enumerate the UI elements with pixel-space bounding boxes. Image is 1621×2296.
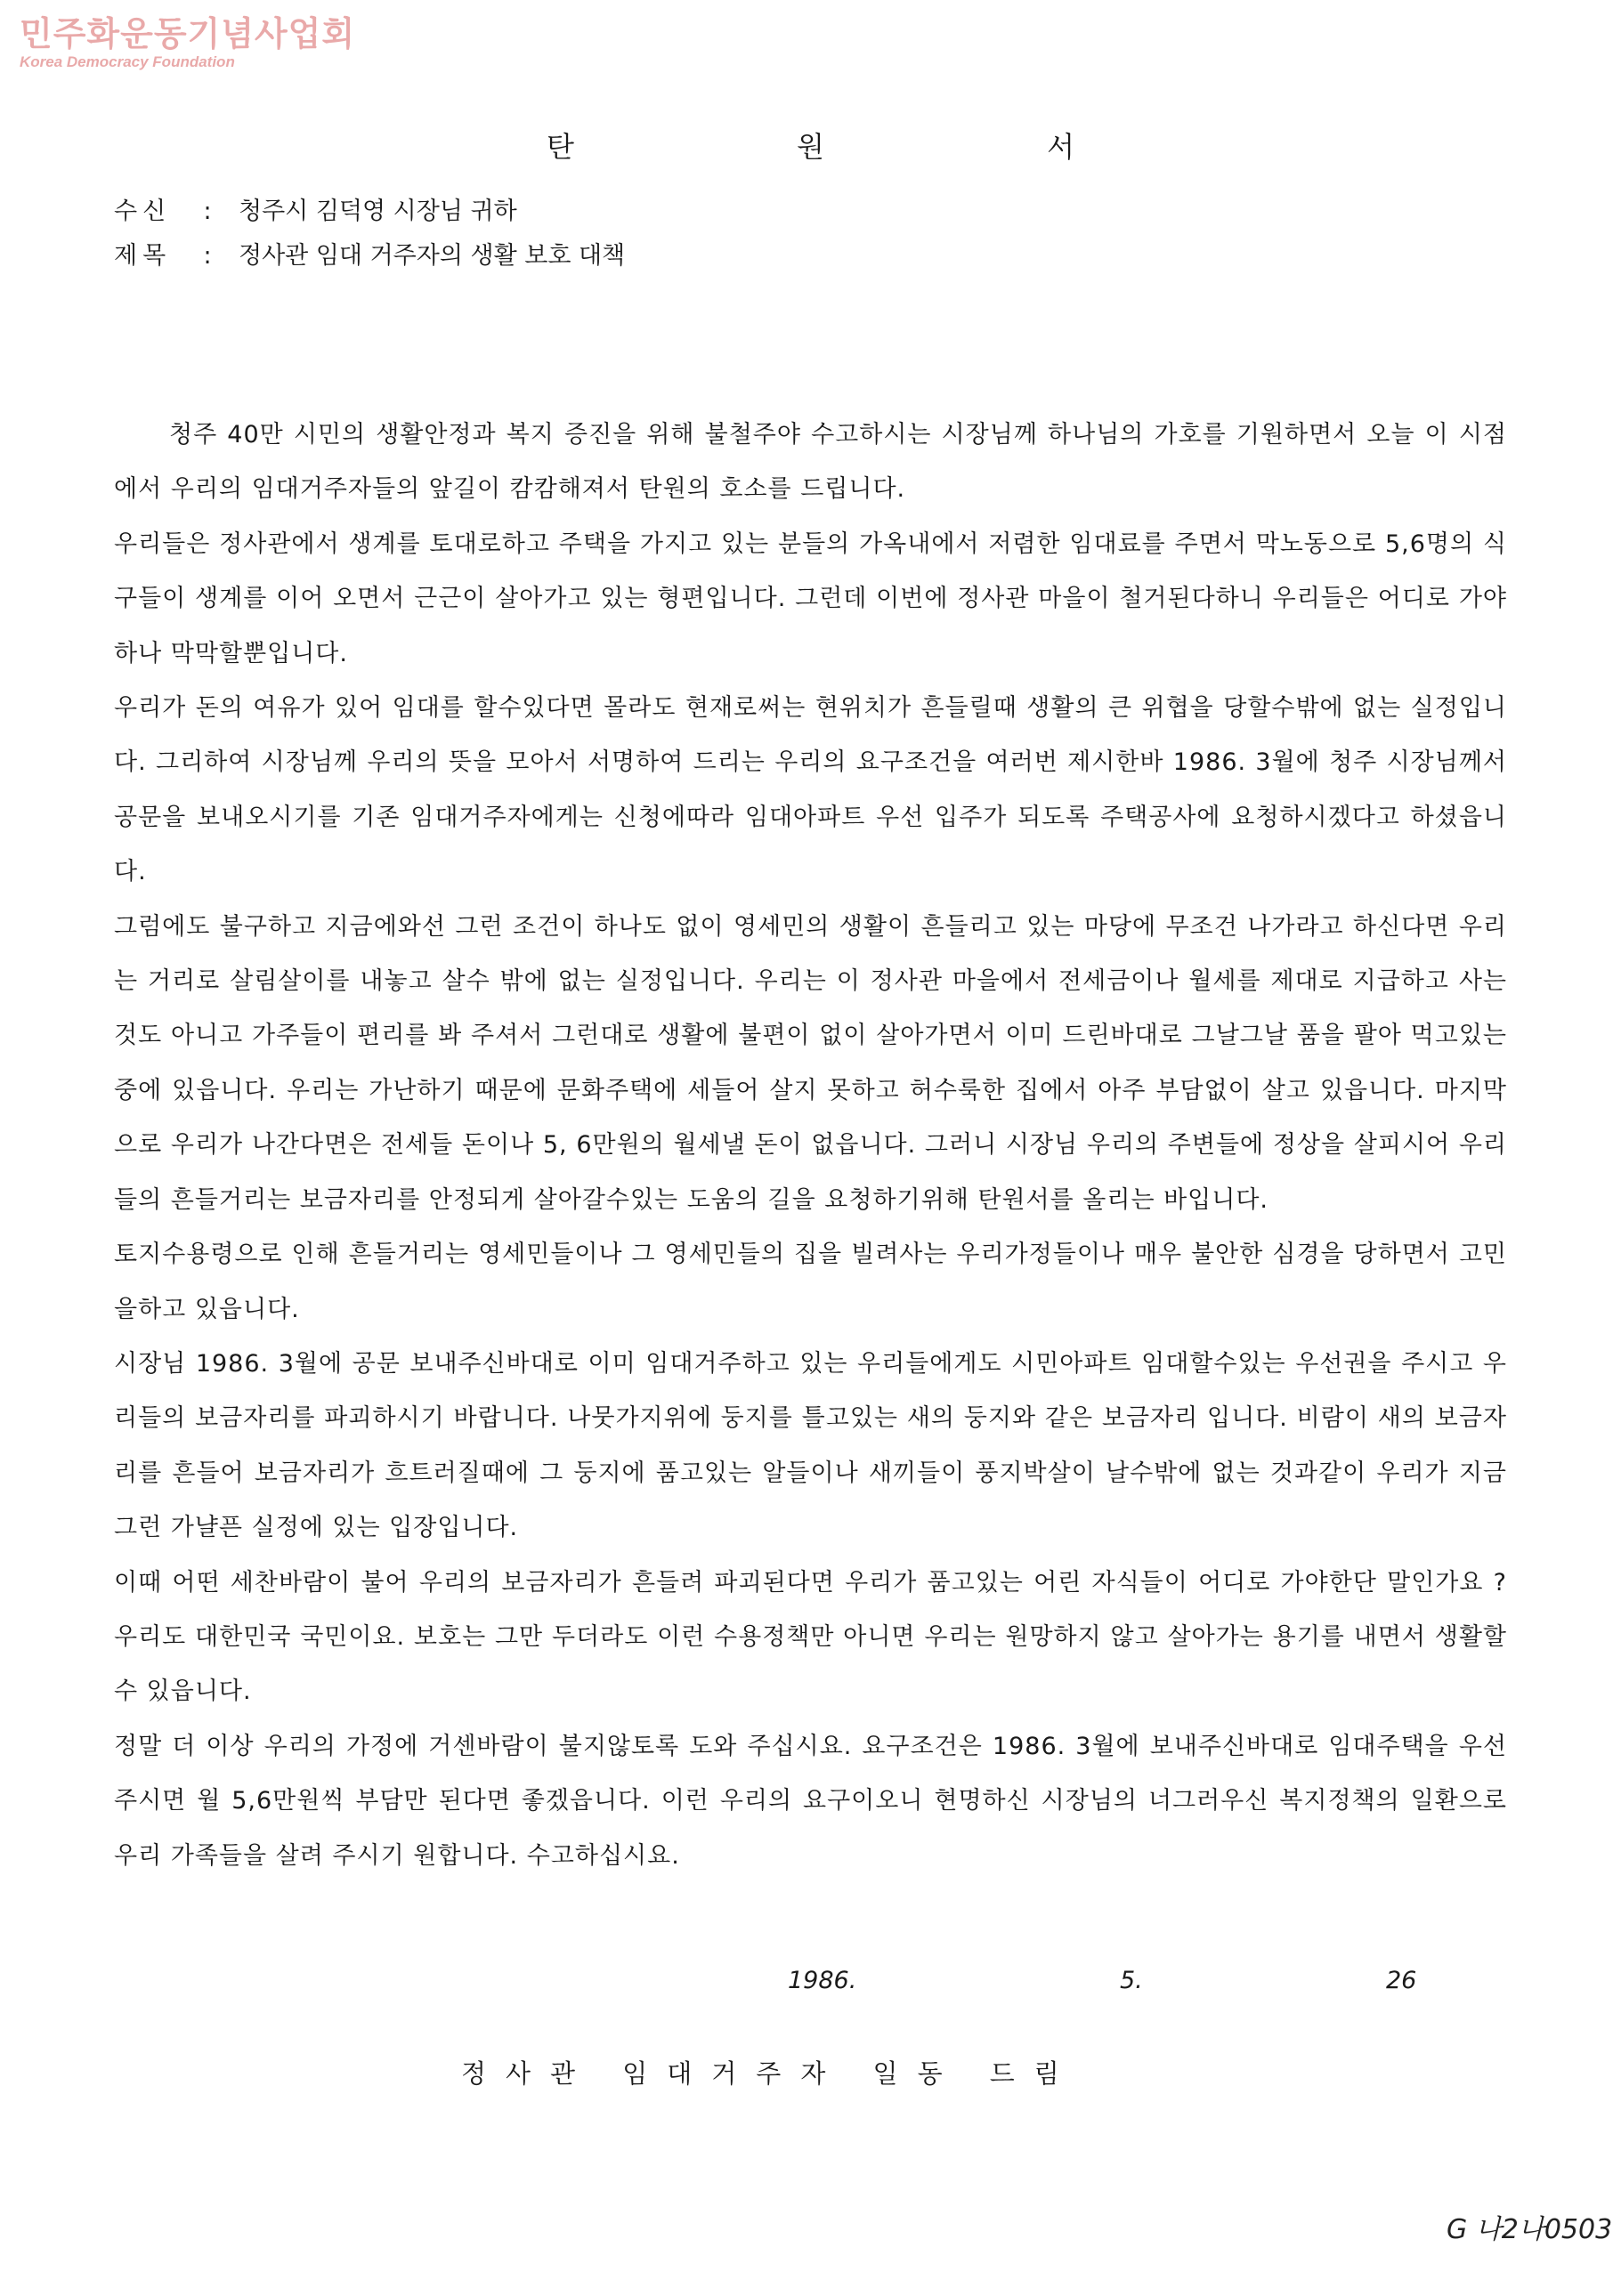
header-recipient-key: 수신 — [114, 198, 172, 225]
archive-serial-number: G 나2나0503 — [1447, 2214, 1613, 2245]
petition-body — [114, 408, 1507, 1883]
body-paragraph: 청주 40만 시민의 생활안정과 복지 증진을 위해 불철주야 수고하시는 시장님께 하나님의 가호를 기원하면서 오늘 이 시점에서 우리의 임대거주자들의 앞길이 캄캄해져서 탄원의 호소를 드립니다. — [114, 421, 1507, 504]
header-subject-key: 제목 — [114, 242, 172, 270]
body-paragraph: 이때 어떤 세찬바람이 불어 우리의 보금자리가 흔들려 파괴된다면 우리가 품고있는 어린 자식들이 어디로 가야한단 말인가요 ? 우리도 대한민국 국민이요. 보호는 그만 두더라도 이런 수용정책만 아니면 우리는 원망하지 않고 살아가는 용기를 내면서 생활할수 있읍니다. — [114, 1568, 1507, 1706]
header-separator: : — [203, 242, 212, 270]
header-recipient-value: 청주시 김덕영 시장님 귀하 — [239, 198, 517, 225]
watermark-title: 민주화운동기념사업회 — [20, 14, 356, 53]
body-paragraph: 시장님 1986. 3월에 공문 보내주신바대로 이미 임대거주하고 있는 우리들에게도 시민아파트 임대할수있는 우선권을 주시고 우리들의 보금자리를 파괴하시기 바랍니다. 나뭇가지위에 둥지를 틀고있는 새의 둥지와 같은 보금자리 입니다. 비람이 새의 보금자리를 흔들어 보금자리가 흐트러질때에 그 둥지에 품고있는 알들이나 새끼들이 풍지박살이 날수밖에 없는 것과같이 우리가 지금 그런 가냘픈 실정에 있는 입장입니다. — [114, 1349, 1507, 1542]
document-title: 탄 원 서 — [546, 130, 1182, 164]
body-paragraph: 우리가 돈의 여유가 있어 임대를 할수있다면 몰라도 현재로써는 현위치가 흔들릴때 생활의 큰 위협을 당할수밖에 없는 실정입니다. 그리하여 시장님께 우리의 뜻을 모아서 서명하여 드리는 우리의 요구조건을 여러번 제시한바 1986. 3월에 청주 시장님께서 공문을 보내오시기를 기존 임대거주자에게는 신청에따라 임대아파트 우선 입주가 되도록 주택공사에 요청하시겠다고 하셨읍니다. — [114, 694, 1507, 886]
date-month: 5. — [1120, 1967, 1143, 1994]
watermark-logo — [20, 14, 355, 71]
body-paragraph: 토지수용령으로 인해 흔들거리는 영세민들이나 그 영세민들의 집을 빌려사는 우리가정들이나 매우 불안한 심경을 당하면서 고민을하고 있읍니다. — [114, 1241, 1507, 1323]
document-header — [114, 190, 625, 279]
body-paragraph: 우리들은 정사관에서 생계를 토대로하고 주택을 가지고 있는 분들의 가옥내에서 저렴한 임대료를 주면서 막노동으로 5,6명의 식구들이 생계를 이어 오면서 근근이 살아가고 있는 형편입니다. 그런데 이번에 정사관 마을이 철거된다하니 우리들은 어디로 가야 하나 막막할뿐입니다. — [114, 530, 1507, 667]
body-paragraph: 정말 더 이상 우리의 가정에 거센바람이 불지않토록 도와 주십시요. 요구조건은 1986. 3월에 보내주신바대로 임대주택을 우선 주시면 월 5,6만원씩 부담만 된다면 좋겠읍니다. 이런 우리의 요구이오니 현명하신 시장님의 너그러우신 복지정책의 일환으로 우리 가족들을 살려 주시기 원합니다. 수고하십시요. — [114, 1732, 1507, 1870]
header-separator: : — [203, 198, 212, 225]
signature-line: 정사관 임대거주자 일동 드림 — [461, 2058, 1079, 2089]
header-subject-row — [114, 234, 625, 279]
header-subject-value: 정사관 임대 거주자의 생활 보호 대책 — [239, 242, 626, 270]
watermark-subtitle: Korea Democracy Foundation — [20, 53, 235, 70]
date-year: 1986. — [788, 1967, 857, 1994]
header-recipient-row — [114, 190, 625, 234]
date-day: 26 — [1386, 1967, 1417, 1994]
body-paragraph: 그럼에도 불구하고 지금에와선 그런 조건이 하나도 없이 영세민의 생활이 흔들리고 있는 마당에 무조건 나가라고 하신다면 우리는 거리로 살림살이를 내놓고 살수 밖에 없는 실정입니다. 우리는 이 정사관 마을에서 전세금이나 월세를 제대로 지급하고 사는것도 아니고 가주들이 편리를 봐 주셔서 그런대로 생활에 불편이 없이 살아가면서 이미 드린바대로 그날그날 품을 팔아 먹고있는 중에 있읍니다. 우리는 가난하기 때문에 문화주택에 세들어 살지 못하고 허수룩한 집에서 아주 부담없이 살고 있읍니다. 마지막으로 우리가 나간다면은 전세들 돈이나 5, 6만원의 월세낼 돈이 없읍니다. 그러니 시장님 우리의 주변들에 정상을 살피시어 우리들의 흔들거리는 보금자리를 안정되게 살아갈수있는 도움의 길을 요청하기위해 탄원서를 올리는 바입니다. — [114, 912, 1507, 1214]
